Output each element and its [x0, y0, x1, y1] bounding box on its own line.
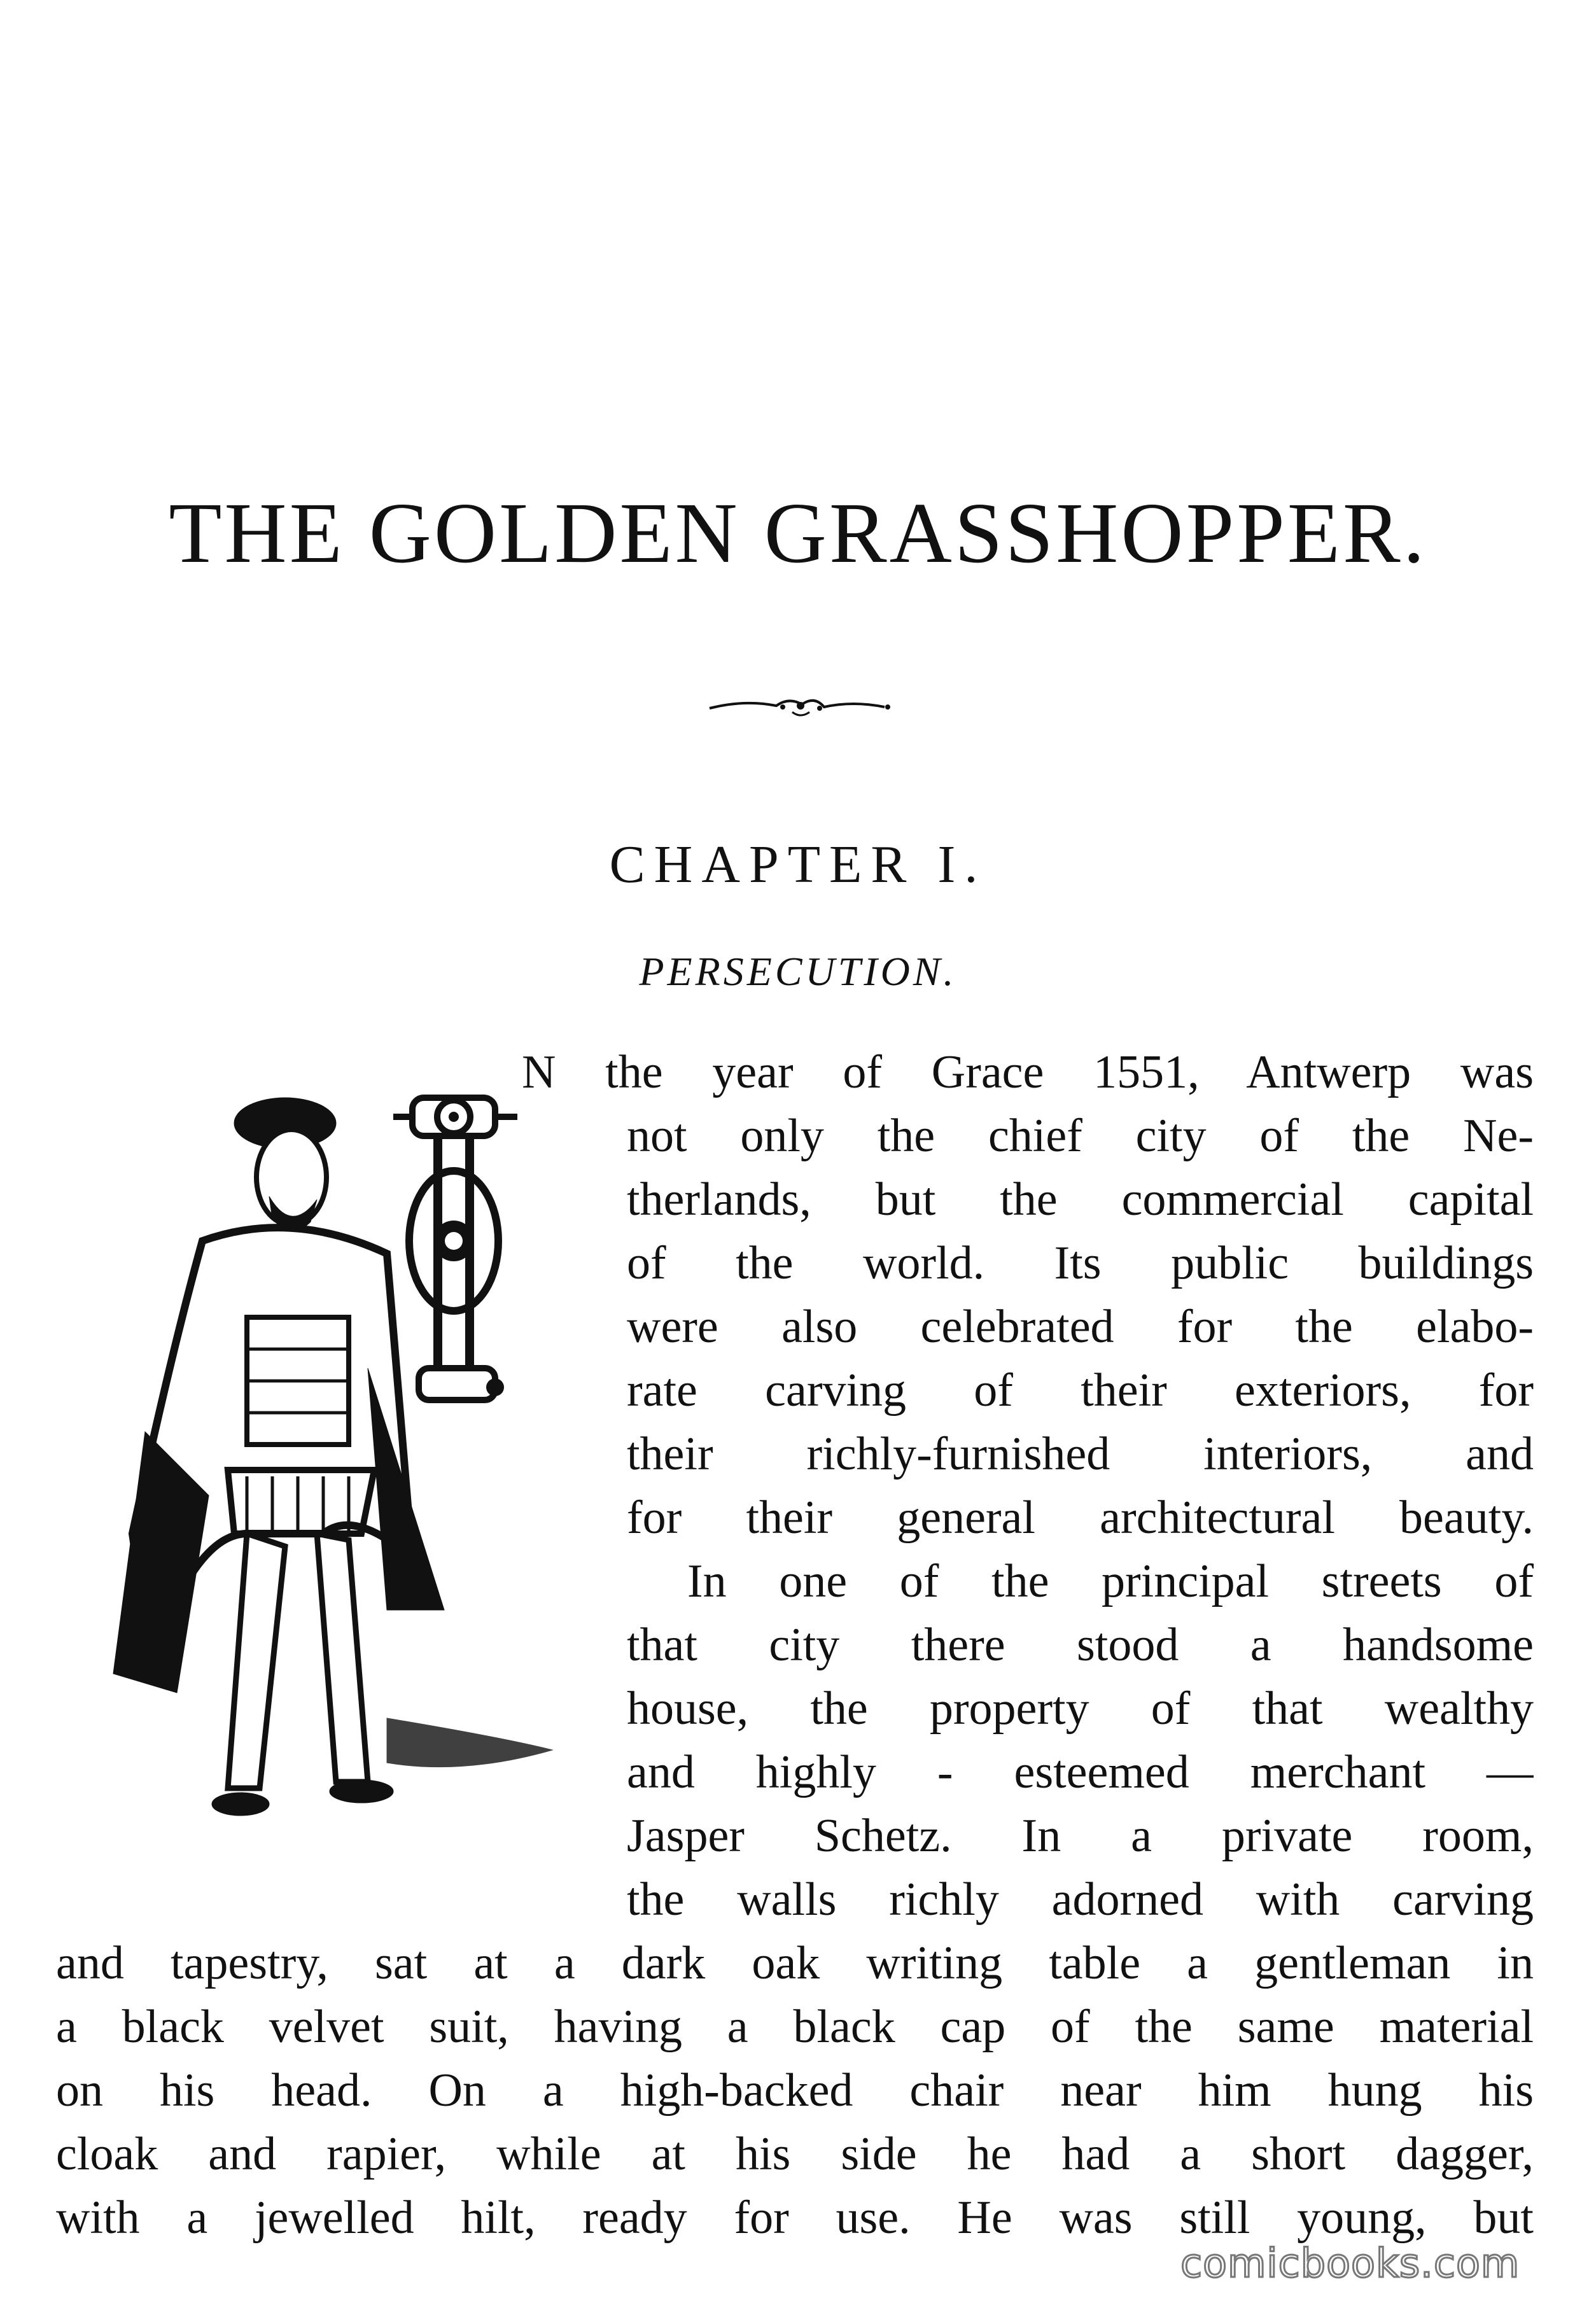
body-line: that city there stood a handsome [627, 1619, 1534, 1671]
book-title: THE GOLDEN GRASSHOPPER. [169, 486, 1427, 581]
body-line: N the year of Grace 1551, Antwerp was [522, 1046, 1534, 1098]
body-line: the walls richly adorned with carving [627, 1873, 1534, 1926]
chapter-title: CHAPTER I. [609, 835, 987, 894]
body-line: a black velvet suit, having a black cap of the same material [56, 2001, 1534, 2053]
body-line: Jasper Schetz. In a private room, [627, 1810, 1534, 1862]
body-line: were also celebrated for the elabo- [627, 1301, 1534, 1353]
chapter-subtitle: PERSECUTION. [639, 949, 957, 994]
ornament-divider-icon [706, 690, 891, 722]
gentleman-illustration-icon [56, 1050, 629, 1858]
body-line: with a jewelled hilt, ready for use. He was still young, but [56, 2192, 1534, 2244]
body-line: In one of the principal streets of [687, 1555, 1534, 1607]
watermark: comicbooks.com [1180, 2240, 1520, 2286]
body-line: rate carving of their exteriors, for [627, 1364, 1534, 1417]
drop-cap-I-icon [393, 1098, 517, 1400]
body-line: of the world. Its public buildings [627, 1237, 1534, 1289]
body-line: and highly - esteemed merchant — [627, 1746, 1534, 1798]
body-line: their richly-furnished interiors, and [627, 1428, 1534, 1480]
body-line: and tapestry, sat at a dark oak writing table a gentleman in [56, 1937, 1534, 1989]
body-line: for their general architectural beauty. [627, 1492, 1534, 1544]
gentleman-figure [113, 1098, 552, 1816]
body-line: not only the chief city of the Ne- [627, 1110, 1534, 1162]
body-line: therlands, but the commercial capital [627, 1173, 1534, 1226]
body-line: on his head. On a high-backed chair near him hung his [56, 2064, 1534, 2117]
body-line: house, the property of that wealthy [627, 1683, 1534, 1735]
body-line: cloak and rapier, while at his side he had a short dagger, [56, 2128, 1534, 2180]
